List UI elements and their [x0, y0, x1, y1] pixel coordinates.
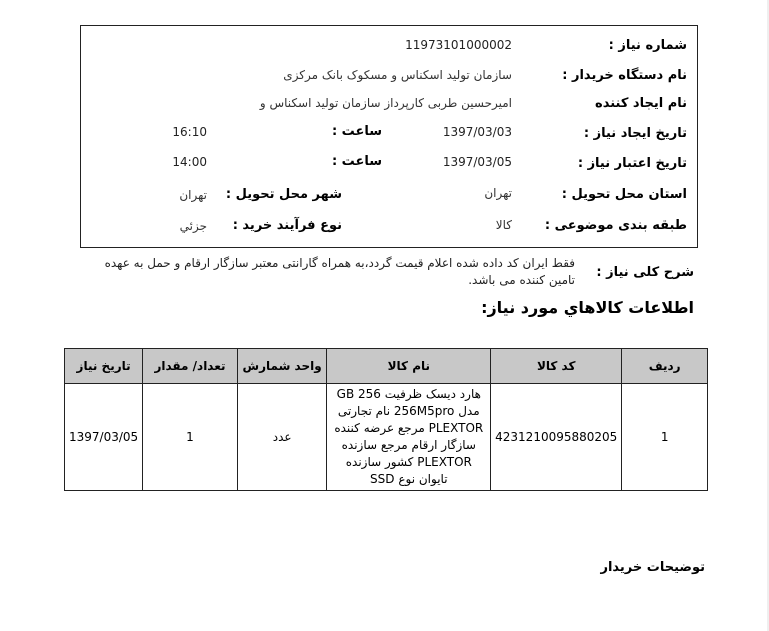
created-time-label: ساعت : — [331, 124, 382, 139]
process-label: نوع فرآیند خرید : — [232, 218, 342, 233]
category-label: طبقه بندی موضوعی : — [544, 218, 687, 233]
category-value: کالا — [495, 218, 512, 232]
buyer-label: نام دستگاه خریدار : — [562, 68, 687, 83]
valid-date-label: تاریخ اعتبار نیاز : — [577, 156, 687, 171]
process-value: جزئي — [179, 219, 207, 233]
created-date-label: تاریخ ایجاد نیاز : — [583, 126, 687, 141]
province-value: تهران — [484, 186, 512, 200]
need-number-label: شماره نیاز : — [608, 38, 687, 53]
row-number: 1 — [622, 384, 708, 491]
buyer-notes-title: توضیحات خریدار — [600, 560, 705, 575]
item-date: 1397/03/05 — [65, 384, 143, 491]
city-value: تهران — [179, 188, 207, 202]
created-time-value: 16:10 — [172, 125, 207, 139]
province-label: استان محل تحویل : — [561, 187, 687, 202]
col-header-name: نام کالا — [327, 349, 491, 384]
need-info-box — [80, 25, 698, 248]
general-desc-text: فقط ایران کد داده شده اعلام قیمت گردد،به همراه گارانتی معتبر سازگار ارقام و حمل به عهده تامین کننده می باشد. — [104, 256, 575, 287]
goods-table-header — [65, 349, 708, 384]
col-header-qty: تعداد/ مقدار — [143, 349, 238, 384]
item-name: هارد دیسک ظرفیت 256 GB مدل 256M5pro نام تجارتی PLEXTOR مرجع عرضه کننده سازگار ارقام مرجع سازنده PLEXTOR کشور سازنده تایوان نوع SSD — [327, 384, 491, 491]
creator-label: نام ایجاد کننده — [595, 96, 687, 111]
valid-time-value: 14:00 — [172, 155, 207, 169]
col-header-row: رديف — [622, 349, 708, 384]
col-header-unit: واحد شمارش — [237, 349, 327, 384]
item-code: 4231210095880205 — [491, 384, 622, 491]
item-qty: 1 — [143, 384, 238, 491]
goods-section-title: اطلاعات کالاهاي مورد نیاز: — [481, 298, 694, 317]
col-header-code: کد کالا — [491, 349, 622, 384]
need-number-value: 11973101000002 — [405, 38, 512, 52]
table-row — [65, 384, 708, 491]
col-header-date: تاریخ نیاز — [65, 349, 143, 384]
creator-value: امیرحسین طربی کارپرداز سازمان تولید اسکناس و — [259, 96, 512, 110]
valid-date-value: 1397/03/05 — [442, 155, 512, 169]
city-label: شهر محل تحویل : — [225, 187, 342, 202]
goods-table — [64, 348, 708, 491]
general-desc-label: شرح کلی نیاز : — [596, 265, 694, 280]
valid-time-label: ساعت : — [331, 154, 382, 169]
created-date-value: 1397/03/03 — [442, 125, 512, 139]
item-unit: عدد — [237, 384, 327, 491]
buyer-value: سازمان تولید اسکناس و مسکوک بانک مرکزی — [283, 68, 512, 82]
